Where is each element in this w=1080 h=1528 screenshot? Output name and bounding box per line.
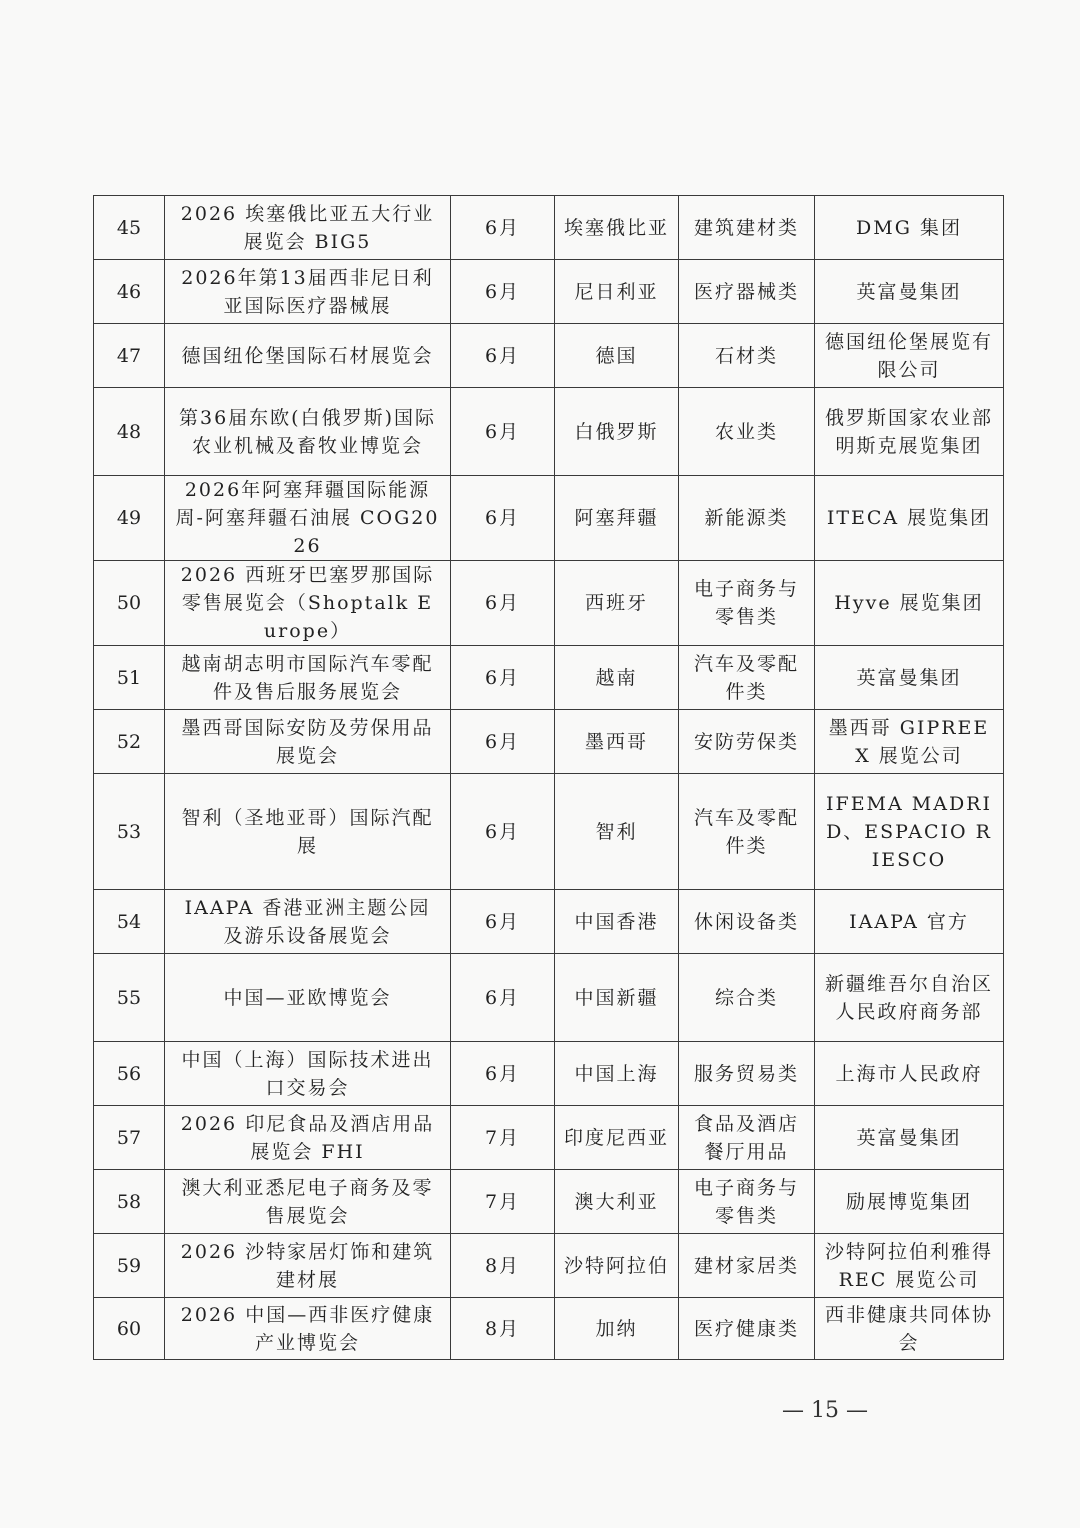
table-row: [94, 954, 1004, 1042]
exhibition-month: 6月: [451, 646, 555, 710]
table-row: [94, 1106, 1004, 1170]
row-number: 57: [94, 1106, 165, 1170]
table-row: [94, 774, 1004, 890]
table-row: [94, 1234, 1004, 1298]
exhibition-name: 2026 印尼食品及酒店用品展览会 FHI: [165, 1106, 451, 1170]
exhibition-name: 德国纽伦堡国际石材展览会: [165, 324, 451, 388]
row-number: 55: [94, 954, 165, 1042]
row-number: 50: [94, 561, 165, 646]
row-number: 58: [94, 1170, 165, 1234]
exhibition-organizer: 沙特阿拉伯利雅得 REC 展览公司: [815, 1234, 1004, 1298]
exhibition-country: 澳大利亚: [555, 1170, 679, 1234]
row-number: 49: [94, 476, 165, 561]
exhibition-name: 墨西哥国际安防及劳保用品展览会: [165, 710, 451, 774]
exhibition-country: 加纳: [555, 1298, 679, 1360]
exhibition-category: 电子商务与零售类: [679, 561, 815, 646]
table-row: [94, 710, 1004, 774]
row-number: 60: [94, 1298, 165, 1360]
exhibition-country: 德国: [555, 324, 679, 388]
row-number: 56: [94, 1042, 165, 1106]
exhibition-country: 沙特阿拉伯: [555, 1234, 679, 1298]
table-row: [94, 1042, 1004, 1106]
exhibition-category: 食品及酒店餐厅用品: [679, 1106, 815, 1170]
exhibition-category: 服务贸易类: [679, 1042, 815, 1106]
table-row: [94, 890, 1004, 954]
row-number: 48: [94, 388, 165, 476]
exhibition-country: 埃塞俄比亚: [555, 196, 679, 260]
row-number: 51: [94, 646, 165, 710]
exhibition-month: 6月: [451, 890, 555, 954]
exhibition-country: 智利: [555, 774, 679, 890]
exhibition-name: 中国—亚欧博览会: [165, 954, 451, 1042]
exhibition-category: 休闲设备类: [679, 890, 815, 954]
exhibition-organizer: 新疆维吾尔自治区人民政府商务部: [815, 954, 1004, 1042]
exhibition-organizer: DMG 集团: [815, 196, 1004, 260]
exhibition-category: 建筑建材类: [679, 196, 815, 260]
row-number: 54: [94, 890, 165, 954]
exhibition-organizer: 西非健康共同体协会: [815, 1298, 1004, 1360]
exhibition-name: 2026 中国—西非医疗健康产业博览会: [165, 1298, 451, 1360]
exhibition-country: 尼日利亚: [555, 260, 679, 324]
exhibition-organizer: 英富曼集团: [815, 1106, 1004, 1170]
exhibition-month: 6月: [451, 710, 555, 774]
table-row: [94, 1170, 1004, 1234]
exhibition-month: 6月: [451, 1042, 555, 1106]
exhibition-name: 智利（圣地亚哥）国际汽配展: [165, 774, 451, 890]
exhibition-organizer: 德国纽伦堡展览有限公司: [815, 324, 1004, 388]
exhibition-country: 中国新疆: [555, 954, 679, 1042]
exhibition-month: 6月: [451, 476, 555, 561]
table-row: [94, 388, 1004, 476]
row-number: 46: [94, 260, 165, 324]
row-number: 45: [94, 196, 165, 260]
exhibition-name: 2026 西班牙巴塞罗那国际零售展览会（Shoptalk Europe）: [165, 561, 451, 646]
exhibition-month: 6月: [451, 774, 555, 890]
exhibition-organizer: 励展博览集团: [815, 1170, 1004, 1234]
exhibition-name: 2026年阿塞拜疆国际能源周-阿塞拜疆石油展 COG2026: [165, 476, 451, 561]
exhibition-organizer: 墨西哥 GIPREEX 展览公司: [815, 710, 1004, 774]
exhibition-name: 2026 埃塞俄比亚五大行业展览会 BIG5: [165, 196, 451, 260]
exhibition-category: 综合类: [679, 954, 815, 1042]
exhibition-category: 石材类: [679, 324, 815, 388]
table-row: [94, 196, 1004, 260]
exhibition-country: 白俄罗斯: [555, 388, 679, 476]
exhibition-month: 6月: [451, 954, 555, 1042]
exhibition-name: 第36届东欧(白俄罗斯)国际农业机械及畜牧业博览会: [165, 388, 451, 476]
exhibition-organizer: IFEMA MADRID、ESPACIO RIESCO: [815, 774, 1004, 890]
exhibition-category: 医疗器械类: [679, 260, 815, 324]
exhibition-month: 6月: [451, 561, 555, 646]
exhibition-organizer: 英富曼集团: [815, 260, 1004, 324]
exhibition-name: 越南胡志明市国际汽车零配件及售后服务展览会: [165, 646, 451, 710]
row-number: 59: [94, 1234, 165, 1298]
exhibition-country: 中国上海: [555, 1042, 679, 1106]
exhibition-category: 安防劳保类: [679, 710, 815, 774]
exhibition-country: 阿塞拜疆: [555, 476, 679, 561]
row-number: 47: [94, 324, 165, 388]
exhibition-name: 2026 沙特家居灯饰和建筑建材展: [165, 1234, 451, 1298]
exhibition-organizer: 英富曼集团: [815, 646, 1004, 710]
exhibition-table: [93, 195, 1004, 1360]
exhibition-category: 医疗健康类: [679, 1298, 815, 1360]
exhibition-country: 中国香港: [555, 890, 679, 954]
table-row: [94, 260, 1004, 324]
exhibition-month: 8月: [451, 1298, 555, 1360]
exhibition-month: 6月: [451, 260, 555, 324]
exhibition-organizer: Hyve 展览集团: [815, 561, 1004, 646]
page-number: — 15 —: [782, 1398, 868, 1423]
exhibition-month: 6月: [451, 196, 555, 260]
exhibition-category: 汽车及零配件类: [679, 774, 815, 890]
exhibition-organizer: 俄罗斯国家农业部 明斯克展览集团: [815, 388, 1004, 476]
table-body: [94, 196, 1004, 1360]
exhibition-category: 电子商务与零售类: [679, 1170, 815, 1234]
exhibition-category: 新能源类: [679, 476, 815, 561]
row-number: 53: [94, 774, 165, 890]
exhibition-country: 印度尼西亚: [555, 1106, 679, 1170]
exhibition-name: IAAPA 香港亚洲主题公园及游乐设备展览会: [165, 890, 451, 954]
exhibition-organizer: IAAPA 官方: [815, 890, 1004, 954]
exhibition-category: 汽车及零配件类: [679, 646, 815, 710]
exhibition-country: 西班牙: [555, 561, 679, 646]
page-footer: [0, 1398, 1080, 1423]
table-row: [94, 1298, 1004, 1360]
exhibition-country: 越南: [555, 646, 679, 710]
table-row: [94, 646, 1004, 710]
exhibition-name: 2026年第13届西非尼日利亚国际医疗器械展: [165, 260, 451, 324]
row-number: 52: [94, 710, 165, 774]
exhibition-organizer: ITECA 展览集团: [815, 476, 1004, 561]
exhibition-month: 7月: [451, 1170, 555, 1234]
exhibition-country: 墨西哥: [555, 710, 679, 774]
exhibition-organizer: 上海市人民政府: [815, 1042, 1004, 1106]
exhibition-month: 6月: [451, 388, 555, 476]
exhibition-name: 中国（上海）国际技术进出口交易会: [165, 1042, 451, 1106]
table-row: [94, 561, 1004, 646]
exhibition-category: 农业类: [679, 388, 815, 476]
exhibition-month: 8月: [451, 1234, 555, 1298]
exhibition-name: 澳大利亚悉尼电子商务及零售展览会: [165, 1170, 451, 1234]
table-row: [94, 324, 1004, 388]
exhibition-month: 7月: [451, 1106, 555, 1170]
exhibition-month: 6月: [451, 324, 555, 388]
table-row: [94, 476, 1004, 561]
exhibition-category: 建材家居类: [679, 1234, 815, 1298]
